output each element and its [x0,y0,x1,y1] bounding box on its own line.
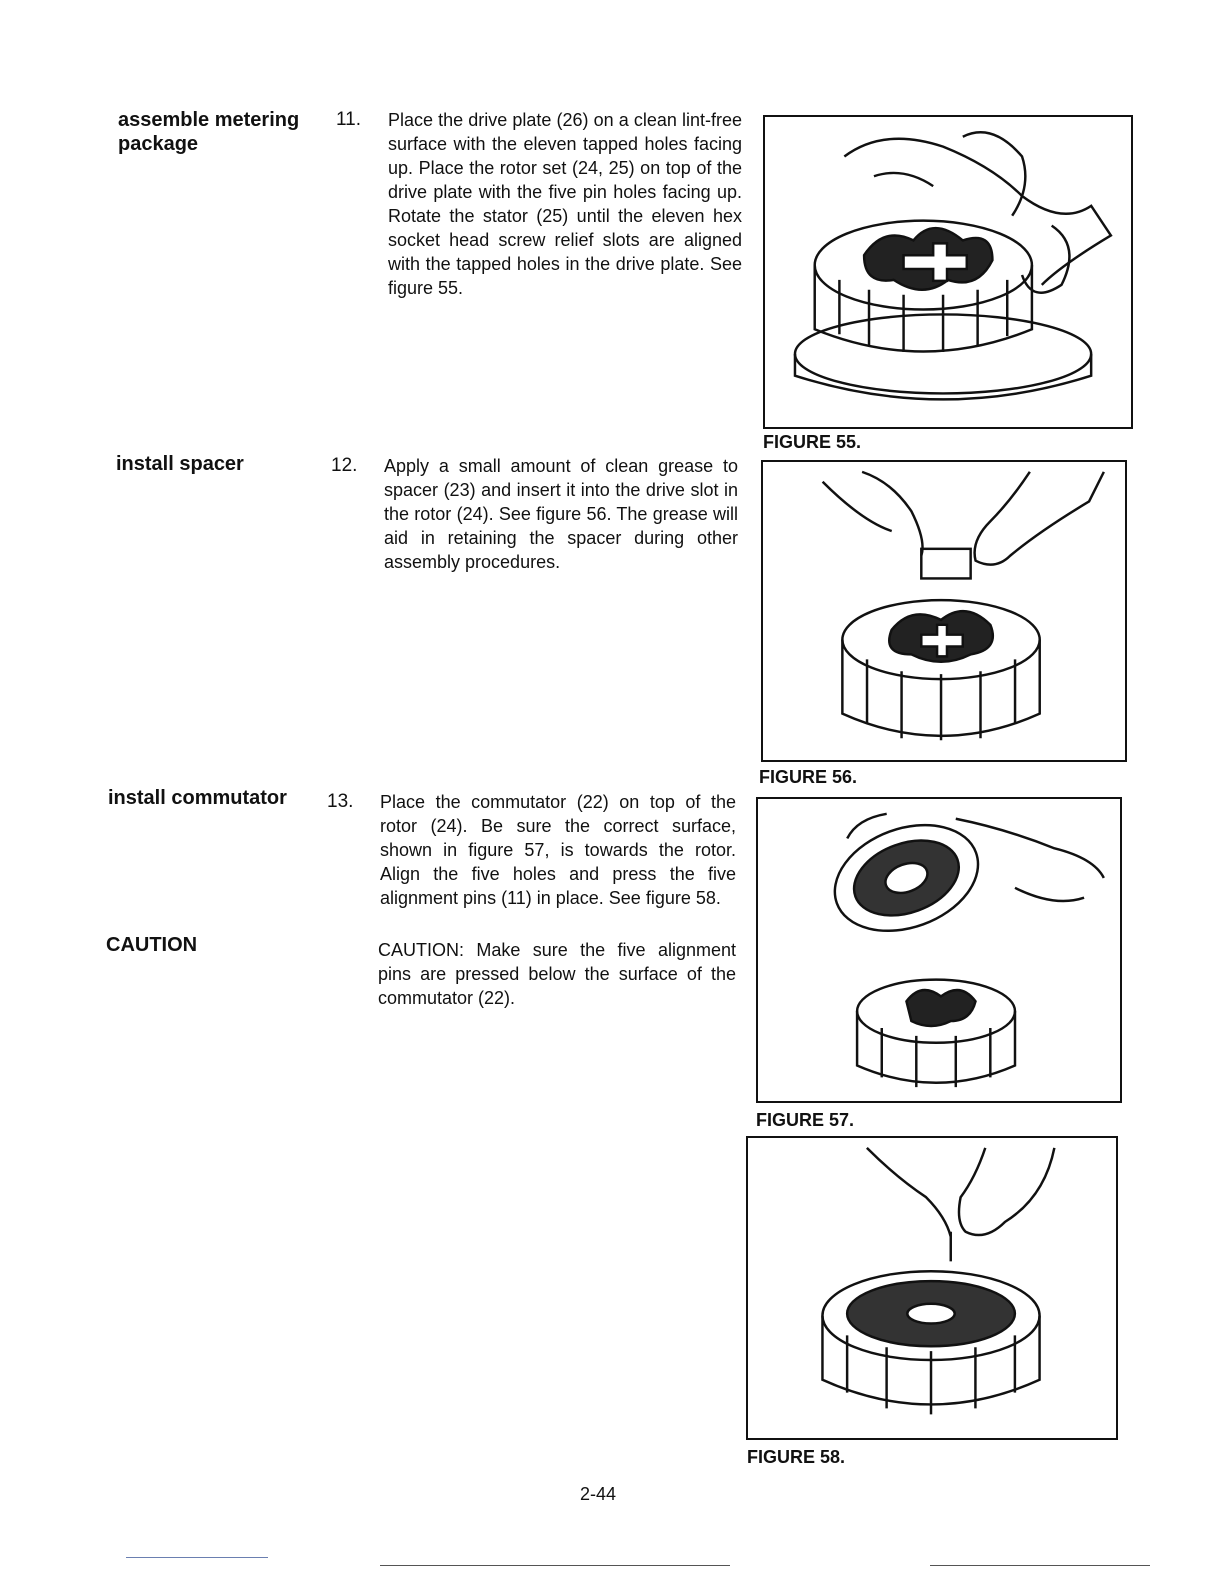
heading-assemble-metering-package: assemble metering package [118,109,300,155]
scan-artifact-line [380,1565,730,1566]
heading-caution: CAUTION [106,934,198,956]
figure-58-caption: FIGURE 58. [747,1447,846,1467]
alignment-pin-press-drawing [748,1138,1116,1438]
figure-56-caption: FIGURE 56. [759,767,858,787]
figure-56-illustration [761,460,1127,762]
figure-57-illustration [756,797,1122,1103]
step-number-12: 12. [331,455,358,476]
figure-55-caption: FIGURE 55. [763,432,862,452]
commutator-placement-drawing [758,799,1120,1101]
step-11-text: Place the drive plate (26) on a clean lint-free surface with the eleven tapped holes facing up. Place the rotor set (24, 25) on top of the drive plate with the five pin holes facing up. Rotate the stator (25) until the eleven hex socket head screw relief slots are aligned with the tapped holes in the drive plate. See figure 55. [388,110,742,298]
figure-55-illustration [763,115,1133,429]
step-number-13: 13. [327,791,354,812]
heading-install-spacer: install spacer [116,453,244,475]
heading-install-commutator: install commutator [108,787,287,809]
step-12-text: Apply a small amount of clean grease to spacer (23) and insert it into the drive slot in the rotor (24). See figure 56. The grease will aid in retaining the spacer during other assembly procedures. [384,456,738,572]
step-13-text: Place the commutator (22) on top of the rotor (24). Be sure the correct surface, shown in figure 57, is towards the rotor. Align the five holes and press the five alignment pins (11) in place. See figure 58. [380,792,736,908]
rotor-on-drive-plate-drawing [765,117,1131,427]
caution-text: CAUTION: Make sure the five alignment pins are pressed below the surface of the commutator (22). [378,940,736,1008]
figure-58-illustration [746,1136,1118,1440]
step-number-11: 11. [336,109,362,130]
spacer-insertion-drawing [763,462,1125,760]
page-number: 2-44 [580,1484,617,1504]
scan-artifact-line [930,1565,1150,1566]
figure-57-caption: FIGURE 57. [756,1110,855,1130]
scan-artifact-line [126,1557,268,1558]
